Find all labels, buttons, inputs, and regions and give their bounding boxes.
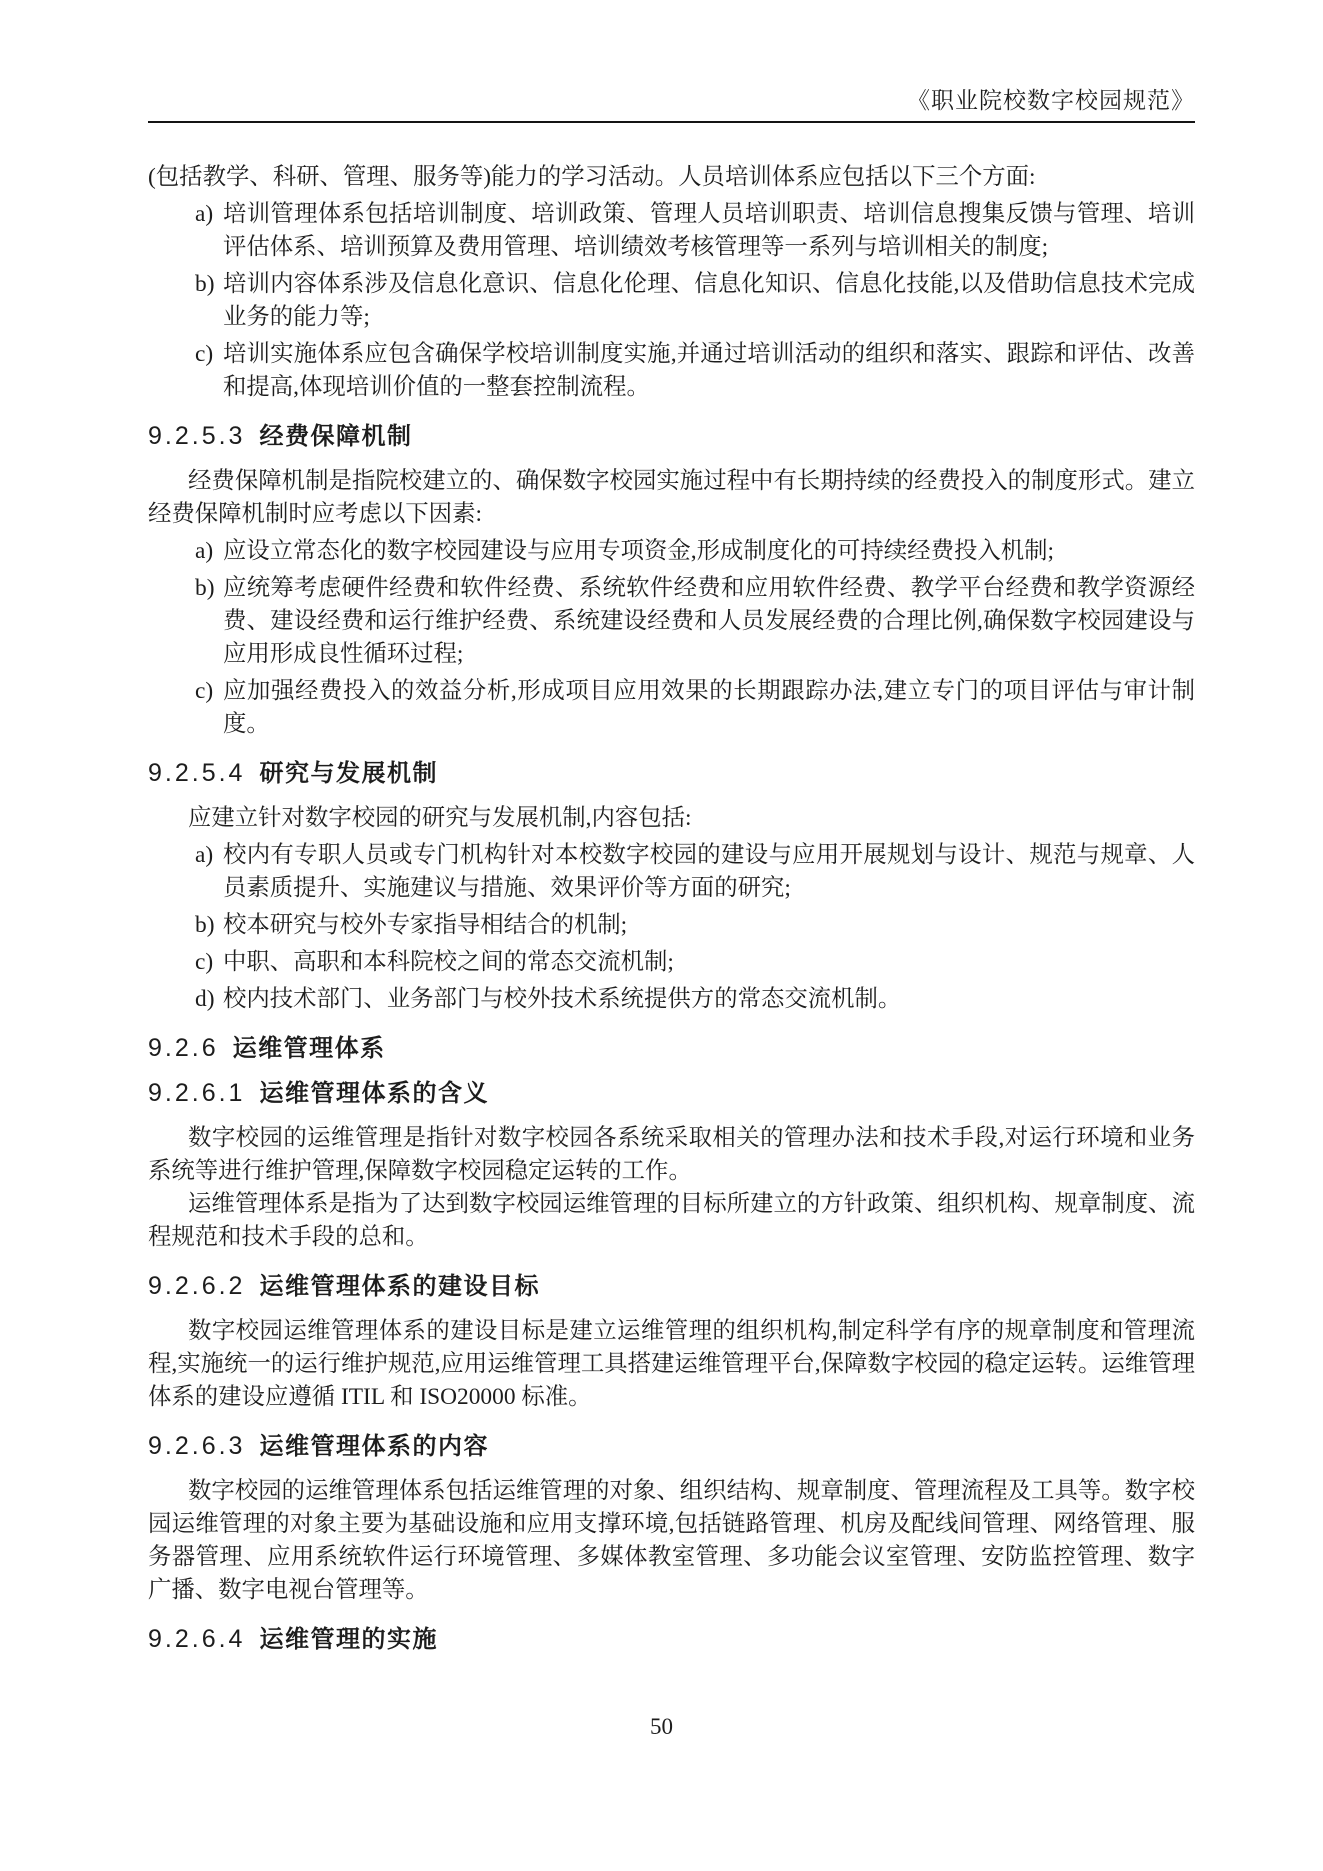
body-paragraph: 运维管理体系是指为了达到数字校园运维管理的目标所建立的方针政策、组织机构、规章制度、流程规范和技术手段的总和。 <box>148 1191 1195 1250</box>
section-heading <box>148 1430 1195 1463</box>
list-item-label: c) <box>195 341 214 367</box>
list-item <box>148 909 1195 942</box>
section-title: 研究与发展机制 <box>259 760 438 787</box>
section-title: 运维管理体系的内容 <box>259 1433 489 1460</box>
list-item-text: 培训内容体系涉及信息化意识、信息化伦理、信息化知识、信息化技能,以及借助信息技术完成业务的能力等; <box>223 271 1195 330</box>
list-item-text: 校内技术部门、业务部门与校外技术系统提供方的常态交流机制。 <box>223 986 902 1012</box>
section-title: 运维管理体系的含义 <box>259 1080 489 1107</box>
page-header <box>148 0 1195 123</box>
section-title: 经费保障机制 <box>259 423 413 450</box>
list-item <box>148 946 1195 979</box>
list-item-text: 校本研究与校外专家指导相结合的机制; <box>223 912 628 938</box>
section-heading <box>148 1623 1195 1656</box>
section-number: 9.2.5.3 <box>148 422 246 450</box>
section-number: 9.2.6.1 <box>148 1079 246 1107</box>
section-heading <box>148 1077 1195 1110</box>
list-item-text: 应统筹考虑硬件经费和软件经费、系统软件经费和应用软件经费、教学平台经费和教学资源经费、建设经费和运行维护经费、系统建设经费和人员发展经费的合理比例,确保数字校园建设与应用形成良性循环过程; <box>223 575 1195 667</box>
list-item <box>148 198 1195 264</box>
page-number: 50 <box>650 1714 673 1739</box>
list-item-label: b) <box>195 912 215 938</box>
list-item-label: d) <box>195 986 215 1012</box>
list-item <box>148 675 1195 741</box>
list-item <box>148 983 1195 1016</box>
list-item-label: b) <box>195 271 215 297</box>
list-item-label: b) <box>195 575 215 601</box>
document-body <box>148 161 1195 1656</box>
body-paragraph: 数字校园的运维管理是指针对数字校园各系统采取相关的管理办法和技术手段,对运行环境和业务系统等进行维护管理,保障数字校园稳定运转的工作。 <box>148 1125 1195 1184</box>
section-title: 运维管理体系 <box>232 1035 386 1062</box>
list-item-text: 应设立常态化的数字校园建设与应用专项资金,形成制度化的可持续经费投入机制; <box>223 538 1055 564</box>
list-item-text: 应加强经费投入的效益分析,形成项目应用效果的长期跟踪办法,建立专门的项目评估与审计制度。 <box>223 678 1195 737</box>
body-paragraph: 经费保障机制是指院校建立的、确保数字校园实施过程中有长期持续的经费投入的制度形式。建立经费保障机制时应考虑以下因素: <box>148 468 1195 527</box>
section-heading <box>148 757 1195 790</box>
list-item-label: a) <box>195 538 214 564</box>
section-number: 9.2.6.2 <box>148 1272 246 1300</box>
list-item-label: c) <box>195 949 214 975</box>
section-heading <box>148 1270 1195 1303</box>
section-number: 9.2.6.4 <box>148 1625 246 1653</box>
section-number: 9.2.5.4 <box>148 759 246 787</box>
header-title: 《职业院校数字校园规范》 <box>907 88 1195 113</box>
section-heading <box>148 420 1195 453</box>
list-item-label: a) <box>195 201 214 227</box>
section-heading <box>148 1032 1195 1065</box>
body-paragraph: (包括教学、科研、管理、服务等)能力的学习活动。人员培训体系应包括以下三个方面: <box>148 164 1036 190</box>
list-item <box>148 338 1195 404</box>
list-item <box>148 572 1195 671</box>
list-item-label: a) <box>195 842 214 868</box>
list-item-text: 校内有专职人员或专门机构针对本校数字校园的建设与应用开展规划与设计、规范与规章、人员素质提升、实施建议与措施、效果评价等方面的研究; <box>223 842 1195 901</box>
list-item <box>148 839 1195 905</box>
body-paragraph: 数字校园运维管理体系的建设目标是建立运维管理的组织机构,制定科学有序的规章制度和管理流程,实施统一的运行维护规范,应用运维管理工具搭建运维管理平台,保障数字校园的稳定运转。运维管理体系的建设应遵循 ITIL 和 ISO20000 标准。 <box>148 1318 1195 1410</box>
section-title: 运维管理体系的建设目标 <box>259 1273 540 1300</box>
section-number: 9.2.6.3 <box>148 1432 246 1460</box>
list-item <box>148 535 1195 568</box>
list-item-text: 中职、高职和本科院校之间的常态交流机制; <box>223 949 674 975</box>
list-item <box>148 268 1195 334</box>
page-footer <box>0 1712 1323 1742</box>
list-item-text: 培训实施体系应包含确保学校培训制度实施,并通过培训活动的组织和落实、跟踪和评估、改善和提高,体现培训价值的一整套控制流程。 <box>223 341 1195 400</box>
list-item-label: c) <box>195 678 214 704</box>
body-paragraph: 应建立针对数字校园的研究与发展机制,内容包括: <box>188 805 692 831</box>
section-number: 9.2.6 <box>148 1034 219 1062</box>
list-item-text: 培训管理体系包括培训制度、培训政策、管理人员培训职责、培训信息搜集反馈与管理、培训评估体系、培训预算及费用管理、培训绩效考核管理等一系列与培训相关的制度; <box>223 201 1195 260</box>
section-title: 运维管理的实施 <box>259 1626 438 1653</box>
body-paragraph: 数字校园的运维管理体系包括运维管理的对象、组织结构、规章制度、管理流程及工具等。数字校园运维管理的对象主要为基础设施和应用支撑环境,包括链路管理、机房及配线间管理、网络管理、服务器管理、应用系统软件运行环境管理、多媒体教室管理、多功能会议室管理、安防监控管理、数字广播、数字电视台管理等。 <box>148 1478 1195 1603</box>
